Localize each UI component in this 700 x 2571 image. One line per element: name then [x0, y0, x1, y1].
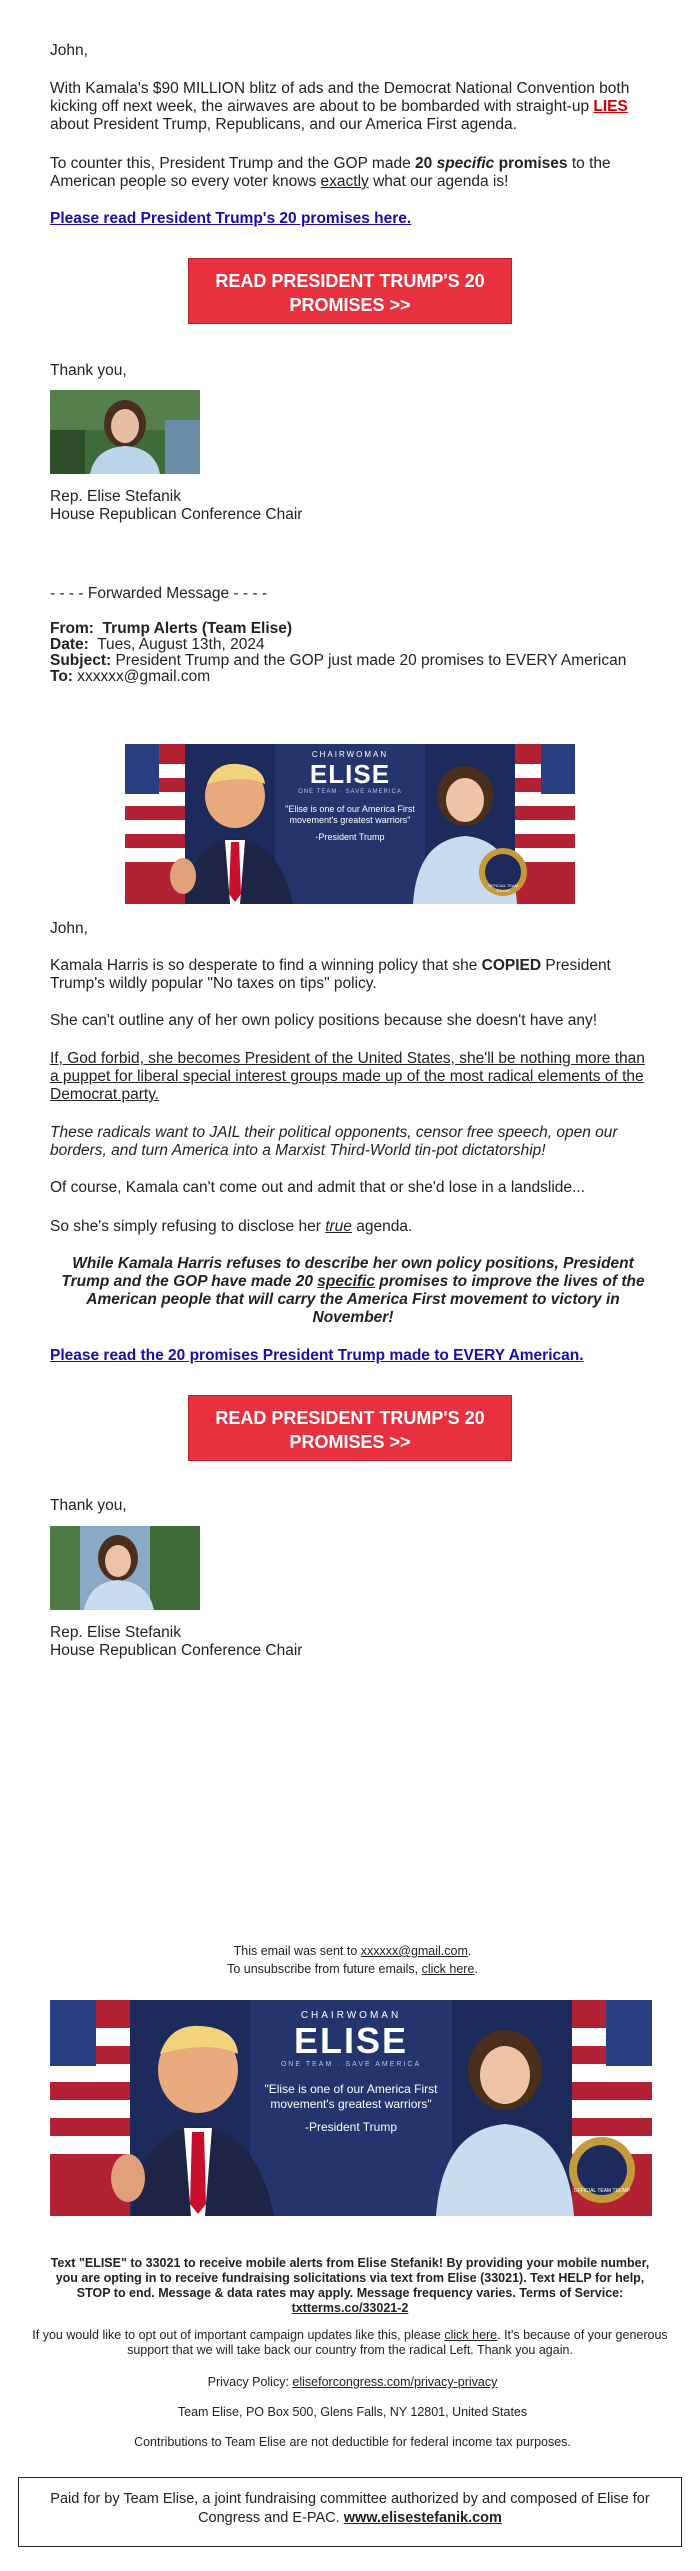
- body-text: While Kamala Harris refuses to describe her own policy positions, President Trump and the GOP have made 20: [61, 1255, 634, 1290]
- banner2-chairwoman: CHAIRWOMAN: [300, 2010, 402, 2021]
- contributions-line: Contributions to Team Elise are not deductible for federal income tax purposes.: [134, 2435, 571, 2449]
- banner-elise: ELISE: [309, 759, 391, 789]
- banner2-seal: OFFICIAL TEAM TRUMP: [573, 2188, 631, 2194]
- elise-photo-2: [50, 1526, 200, 1610]
- greeting: John,: [50, 42, 88, 59]
- body-paragraph-2: She can't outline any of her own policy positions because she doesn't have any!: [50, 1012, 598, 1029]
- body-text: So she's simply refusing to disclose her: [50, 1218, 326, 1235]
- read-promises-button-1[interactable]: READ PRESIDENT TRUMP'S 20 PROMISES >>: [188, 258, 512, 324]
- banner2-elise: ELISE: [293, 2020, 409, 2061]
- banner-chairwoman: CHAIRWOMAN: [311, 750, 389, 759]
- true-emphasis: true: [325, 1218, 352, 1235]
- body-paragraph-5: Of course, Kamala can't come out and admit that or she'd lose in a landslide...: [50, 1179, 585, 1196]
- footer-text: . It's because of your generous support that we will take back our country from the radical Left. Thank you again.: [127, 2328, 668, 2357]
- body-paragraph-3: If, God forbid, she becomes President of the United States, she'll be nothing more than a puppet for liberal special interest groups made up of the most radical elements of the Democrat party.: [50, 1050, 645, 1103]
- footer-text: If you would like to opt out of important campaign updates like this, please: [32, 2328, 445, 2342]
- sms-text: Text "ELISE" to 33021 to receive mobile alerts from Elise Stefanik! By providing your mobile number, you are opting in to receive fundraising solicitations via text from Elise (33021). Text HELP for help, STOP to end. Message & data rates may apply. Message frequency varies. Terms of Service:: [50, 2256, 650, 2300]
- paid-text: Paid for by Team Elise, a joint fundraising committee authorized by and composed of Elise for Congress and E-PAC.: [50, 2491, 650, 2526]
- subject-value: President Trump and the GOP just made 20 promises to EVERY American: [115, 652, 627, 669]
- body-paragraph-6: [50, 1218, 655, 1236]
- underlined-text: exactly: [320, 173, 369, 190]
- to-label: To:: [50, 668, 73, 685]
- intro-text: to the American people so every voter knows: [50, 155, 611, 190]
- body-text: Kamala Harris is so desperate to find a winning policy that she: [50, 957, 482, 974]
- banner-quote: "Elise is one of our America First movement's greatest warriors": [285, 804, 415, 825]
- signer-title-1: House Republican Conference Chair: [50, 506, 303, 523]
- intro-text: With Kamala's $90 MILLION blitz of ads and the Democrat National Convention both kicking off next week, the airwaves are about to be bombarded with straight-up: [50, 80, 630, 115]
- intro-text: what our agenda is!: [368, 173, 509, 190]
- banner-attribution: -President Trump: [315, 832, 385, 842]
- banner-tagline: ONE TEAM · SAVE AMERICA: [298, 789, 402, 795]
- copied-bold: COPIED: [481, 957, 542, 974]
- unsubscribe-line: [50, 1962, 655, 1977]
- body-paragraph-1: [50, 957, 655, 993]
- elise-banner-2: [50, 2000, 652, 2216]
- body-text: President Trump's wildly popular "No taxes on tips" policy.: [50, 957, 611, 992]
- bold-italic-text: specific: [436, 155, 495, 172]
- body-text: promises to improve the lives of the American people that will carry the America First movement to victory in November!: [86, 1273, 645, 1326]
- footer-text: To unsubscribe from future emails,: [227, 1962, 422, 1976]
- intro-text: about President Trump, Republicans, and our America First agenda.: [50, 116, 517, 133]
- footer-text: This email was sent to: [233, 1944, 361, 1958]
- website-link[interactable]: www.elisestefanik.com: [343, 2510, 502, 2526]
- body-text: agenda.: [351, 1218, 413, 1235]
- banner2-attribution: -President Trump: [304, 2120, 398, 2134]
- address-line: Team Elise, PO Box 500, Glens Falls, NY 12801, United States: [177, 2405, 528, 2419]
- banner2-tagline: ONE TEAM · SAVE AMERICA: [280, 2061, 422, 2068]
- forwarded-header: - - - - Forwarded Message - - - -: [50, 585, 268, 602]
- intro-paragraph-1: [50, 80, 655, 134]
- footer-text: .: [467, 1944, 472, 1958]
- signer-name-2: Rep. Elise Stefanik: [50, 1624, 181, 1641]
- bold-text: promises: [494, 155, 568, 172]
- signer-name-1: Rep. Elise Stefanik: [50, 488, 181, 505]
- from-label: From:: [50, 620, 94, 637]
- footer-text: .: [474, 1962, 478, 1976]
- paid-for-box: [18, 2477, 682, 2547]
- body-paragraph-7: [58, 1255, 648, 1327]
- privacy-line: [50, 2375, 655, 2390]
- banner2-quote: "Elise is one of our America First movement's greatest warriors": [264, 2082, 438, 2111]
- sent-to-line: [50, 1944, 655, 1959]
- optout-line: [22, 2328, 678, 2358]
- promises-link-1[interactable]: Please read President Trump's 20 promises here.: [50, 210, 412, 227]
- promises-link-2[interactable]: Please read the 20 promises President Trump made to EVERY American.: [50, 1347, 584, 1364]
- to-value: xxxxxx@gmail.com: [77, 668, 211, 685]
- lies-emphasis: LIES: [593, 98, 628, 115]
- from-value: Trump Alerts (Team Elise): [102, 620, 293, 637]
- elise-banner-1: [125, 744, 575, 904]
- banner-seal: OFFICIAL TEAM TRUMP: [487, 883, 518, 893]
- subject-label: Subject:: [50, 652, 112, 669]
- signer-title-2: House Republican Conference Chair: [50, 1642, 303, 1659]
- thank-you-2: Thank you,: [50, 1497, 127, 1514]
- sms-disclaimer: [38, 2256, 662, 2316]
- body-greeting: John,: [50, 920, 88, 937]
- forward-meta: [50, 621, 655, 685]
- unsubscribe-link[interactable]: click here: [421, 1962, 475, 1976]
- sms-terms-link[interactable]: txtterms.co/33021-2: [291, 2301, 409, 2315]
- intro-text: To counter this, President Trump and the GOP made: [50, 155, 416, 172]
- footer-text: Privacy Policy:: [207, 2375, 293, 2389]
- thank-you-1: Thank you,: [50, 362, 127, 379]
- optout-link[interactable]: click here: [444, 2328, 498, 2342]
- body-paragraph-4: These radicals want to JAIL their political opponents, censor free speech, open our borders, and turn America into a Marxist Third-World tin-pot dictatorship!: [50, 1124, 618, 1159]
- bold-text: 20: [415, 155, 437, 172]
- intro-paragraph-2: [50, 155, 655, 191]
- privacy-link[interactable]: eliseforcongress.com/privacy-privacy: [292, 2375, 498, 2389]
- date-value: Tues, August 13th, 2024: [97, 636, 265, 653]
- sent-email[interactable]: xxxxxx@gmail.com: [360, 1944, 468, 1958]
- read-promises-button-2[interactable]: READ PRESIDENT TRUMP'S 20 PROMISES >>: [188, 1395, 512, 1461]
- elise-photo-1: [50, 390, 200, 474]
- date-label: Date:: [50, 636, 89, 653]
- specific-emphasis: specific: [317, 1273, 375, 1290]
